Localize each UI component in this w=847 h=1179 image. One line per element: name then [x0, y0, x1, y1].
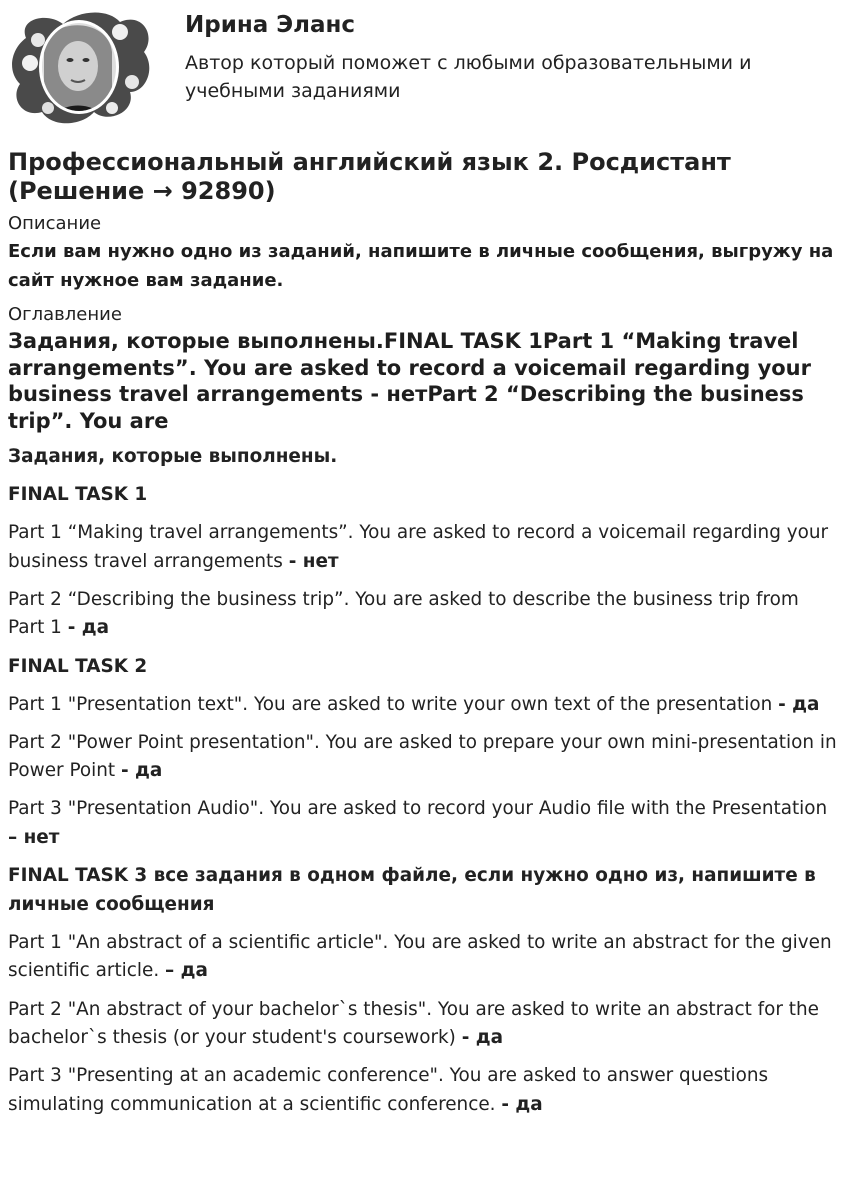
author-description: Автор который поможет с любыми образовательными и учебными заданиями [185, 52, 752, 102]
description-label: Описание [8, 213, 102, 234]
ft3-part1-status: – да [165, 960, 208, 982]
ft1-part2-text: Part 2 “Describing the business trip”. You are asked to describe the business trip from Part 1 [8, 588, 799, 639]
toc-text: Задания, которые выполнены.FINAL TASK 1Part 1 “Making travel arrangements”. You are asked to record a voicemail regarding your business travel arrangements - нетPart 2 “Describing the business trip”. You are [8, 329, 811, 433]
ft2-part3 [8, 795, 840, 852]
author-card [0, 0, 847, 130]
ft2-part1-status: - да [778, 693, 820, 715]
ft2-part3-status: – нет [8, 827, 60, 849]
description-text: Если вам нужно одно из заданий, напишите в личные сообщения, выгружу на сайт нужное вам задание. [8, 241, 834, 291]
work-title: Профессиональный английский язык 2. Росдистант (Решение → 92890) [8, 148, 731, 205]
ft2-part1-text: Part 1 "Presentation text". You are asked to write your own text of the presentation [8, 693, 779, 715]
ft1-part2-status: - да [67, 617, 110, 639]
ft3-part3-text: Part 3 "Presenting at an academic conference". You are asked to answer questions simulating communication at a scientific conference. [8, 1065, 769, 1115]
final-task-1-text: FINAL TASK 1 [8, 484, 148, 506]
ft2-part3-text: Part 3 "Presentation Audio". You are asked to record your Audio file with the Presentation [8, 798, 828, 820]
ft1-part1-status: - нет [288, 550, 339, 572]
final-task-2-text: FINAL TASK 2 [8, 655, 148, 677]
final-task-3-heading [8, 862, 840, 919]
ft3-part2-text: Part 2 "An abstract of your bachelor`s thesis". You are asked to write an abstract for the bachelor`s thesis (or your student's coursework) [8, 998, 819, 1049]
ft3-part2 [8, 996, 840, 1053]
ft1-part1-text: Part 1 “Making travel arrangements”. You are asked to record a voicemail regarding your business travel arrangements [8, 522, 829, 572]
ft2-part1 [8, 691, 840, 720]
done-heading [8, 443, 840, 472]
ft3-part2-status: - да [461, 1027, 503, 1049]
author-name[interactable]: Ирина Эланс [185, 12, 356, 38]
final-task-1-heading [8, 481, 840, 510]
ft3-part1 [8, 929, 840, 986]
ft1-part1 [8, 519, 840, 576]
ft1-part2 [8, 586, 840, 643]
toc-label: Оглавление [8, 304, 122, 325]
ft2-part2 [8, 729, 840, 786]
ft3-part3-status: - да [501, 1093, 543, 1115]
final-task-3-text: FINAL TASK 3 все задания в одном файле, если нужно одно из, напишите в личные сообщения [8, 865, 816, 915]
work-content [8, 148, 840, 1119]
done-heading-text: Задания, которые выполнены. [8, 446, 338, 467]
ft3-part1-text: Part 1 "An abstract of a scientific article". You are asked to write an abstract for the given scientific article. [8, 931, 832, 982]
final-task-2-heading [8, 653, 840, 682]
ft3-part3 [8, 1062, 840, 1119]
ft2-part2-status: - да [120, 760, 163, 782]
author-avatar[interactable] [8, 8, 150, 126]
ft2-part2-text: Part 2 "Power Point presentation". You are asked to prepare your own mini-presentation in Power Point [8, 731, 837, 782]
